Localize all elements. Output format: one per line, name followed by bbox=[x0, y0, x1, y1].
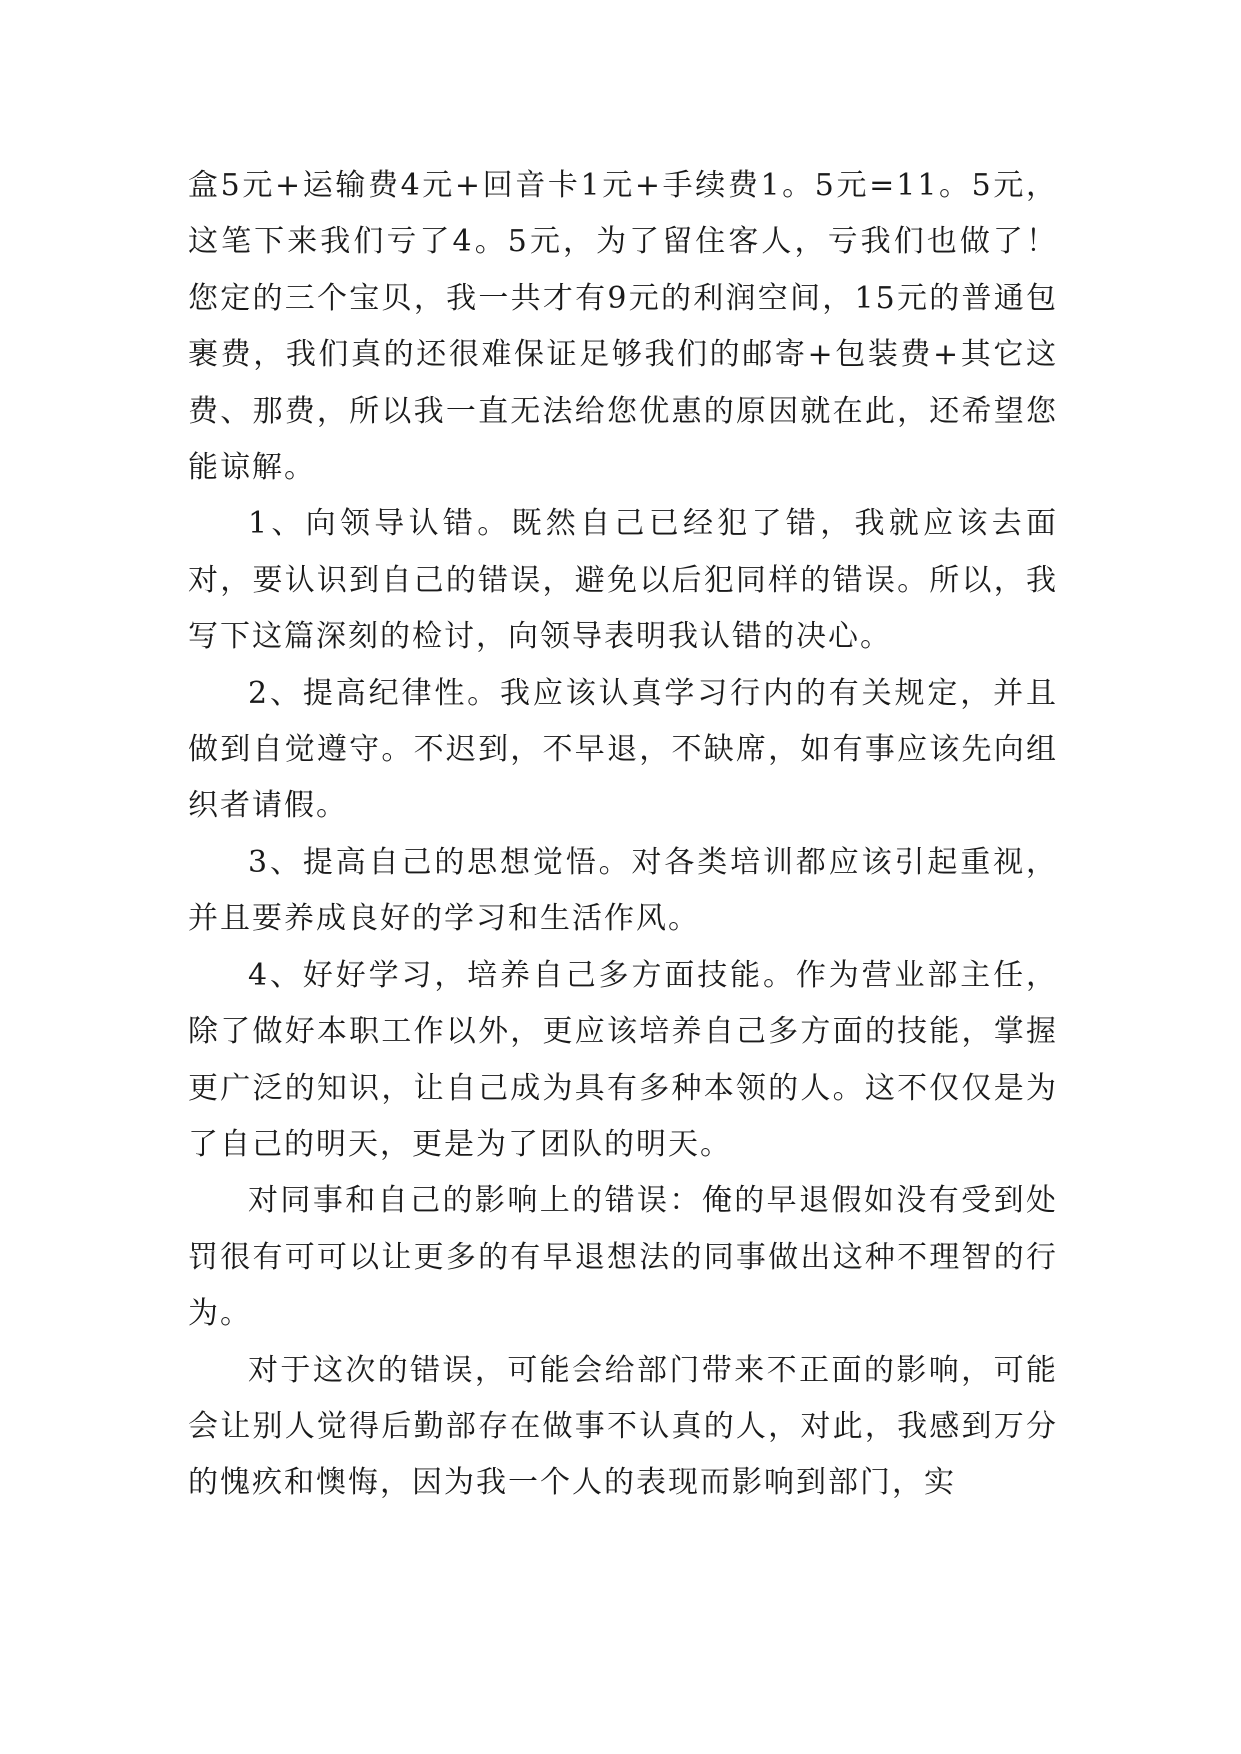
paragraph-item-1: 1、向领导认错。既然自己已经犯了错，我就应该去面对，要认识到自己的错误，避免以后犯同样的错误。所以，我写下这篇深刻的检讨，向领导表明我认错的决心。 bbox=[188, 506, 1058, 655]
paragraph-item-3: 3、提高自己的思想觉悟。对各类培训都应该引起重视，并且要养成良好的学习和生活作风。 bbox=[188, 844, 1058, 937]
paragraph-item-2: 2、提高纪律性。我应该认真学习行内的有关规定，并且做到自觉遵守。不迟到，不早退，不缺席，如有事应该先向组织者请假。 bbox=[188, 675, 1058, 824]
document-body bbox=[188, 158, 1058, 1512]
paragraph-colleague-impact: 对同事和自己的影响上的错误：俺的早退假如没有受到处罚很有可可以让更多的有早退想法的同事做出这种不理智的行为。 bbox=[188, 1183, 1058, 1332]
paragraph-item-4: 4、好好学习，培养自己多方面技能。作为营业部主任，除了做好本职工作以外，更应该培养自己多方面的技能，掌握更广泛的知识，让自己成为具有多种本领的人。这不仅仅是为了自己的明天，更是为了团队的明天。 bbox=[188, 957, 1058, 1162]
paragraph-department-impact: 对于这次的错误，可能会给部门带来不正面的影响，可能会让别人觉得后勤部存在做事不认真的人，对此，我感到万分的愧疚和懊悔，因为我一个人的表现而影响到部门，实 bbox=[188, 1352, 1058, 1501]
paragraph-continuation: 盒5元+运输费4元+回音卡1元+手续费1。5元=11。5元，这笔下来我们亏了4。5元，为了留住客人，亏我们也做了！您定的三个宝贝，我一共才有9元的利润空间，15元的普通包裹费，我们真的还很难保证足够我们的邮寄+包装费+其它这费、那费，所以我一直无法给您优惠的原因就在此，还希望您能谅解。 bbox=[188, 168, 1058, 486]
